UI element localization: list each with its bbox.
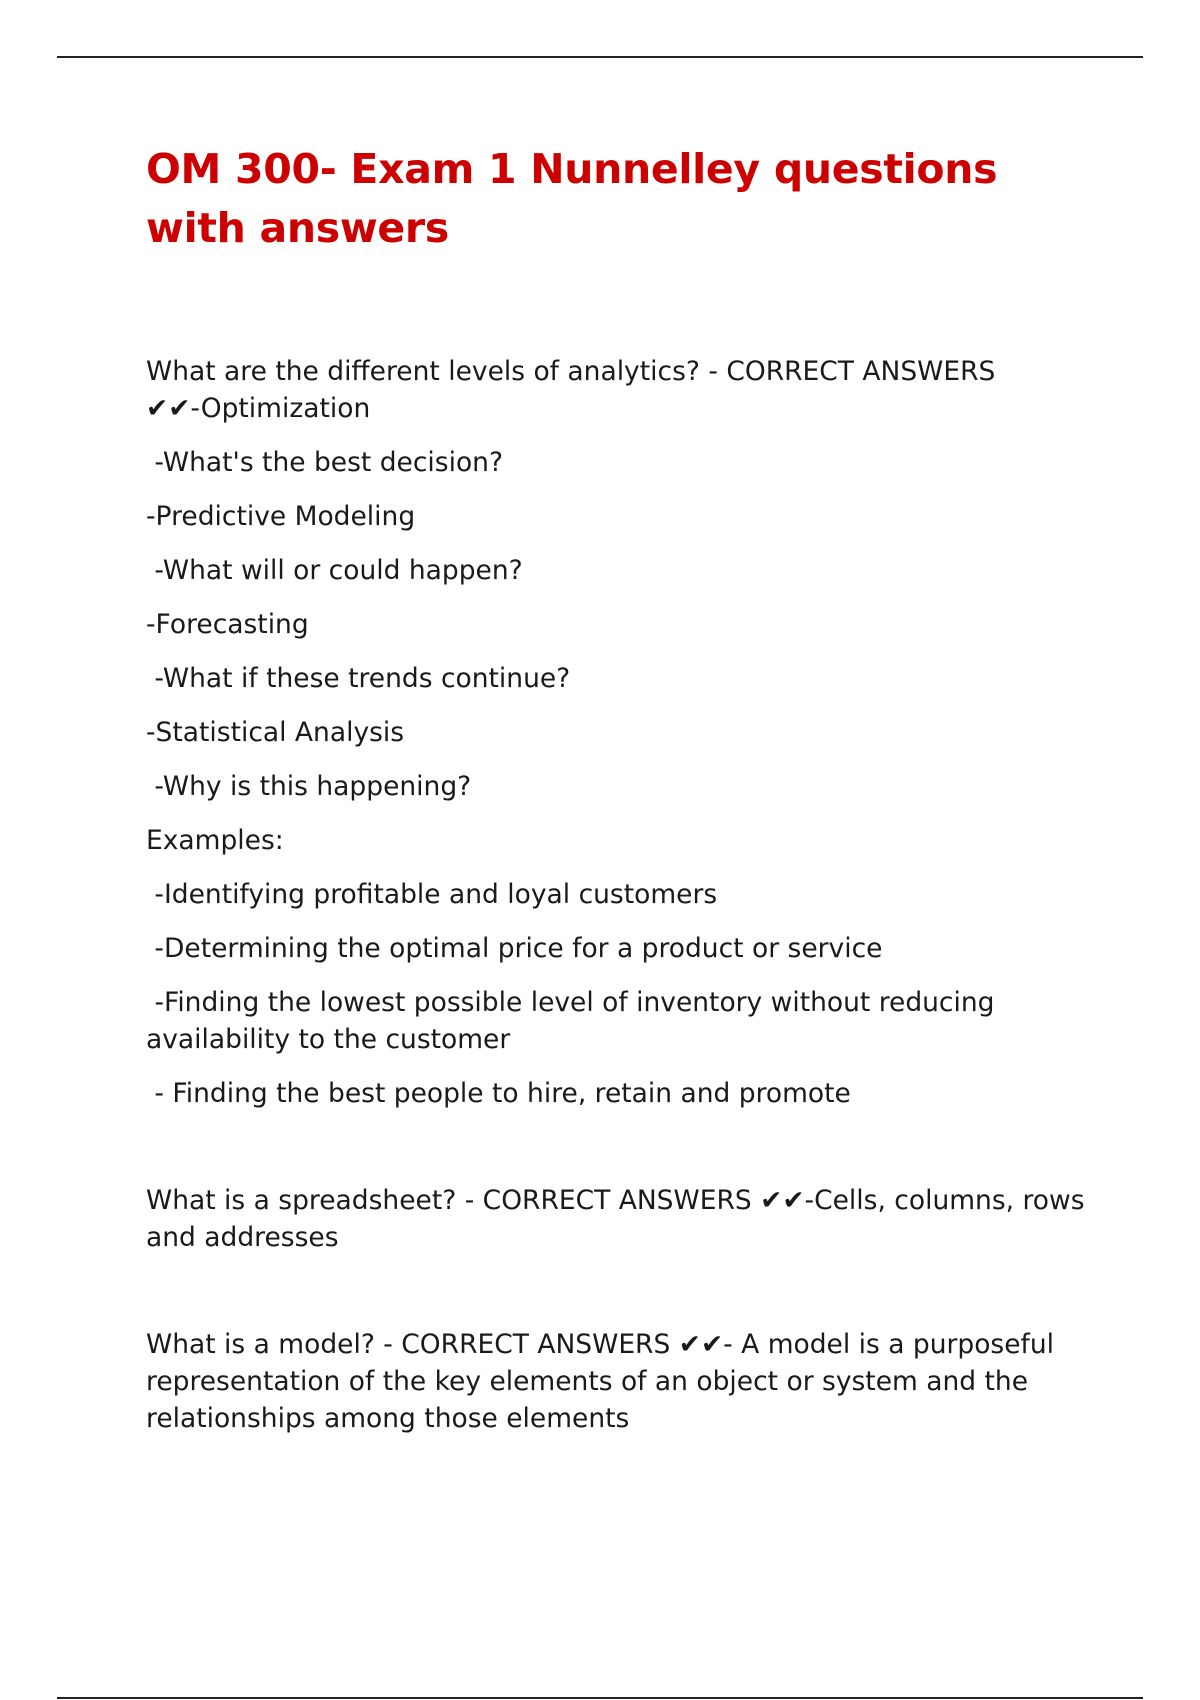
title-line-1: OM 300- Exam 1 Nunnelley questions (146, 145, 998, 193)
answer-line: -What's the best decision? (146, 447, 504, 478)
question-2-text: What is a spreadsheet? - CORRECT ANSWERS (146, 1185, 752, 1216)
answer-1-first: -Optimization (190, 393, 371, 424)
answer-line: -What will or could happen? (146, 555, 523, 586)
question-3 (146, 1326, 1096, 1437)
answer-line: -Predictive Modeling (146, 501, 416, 532)
question-3-text: What is a model? - CORRECT ANSWERS (146, 1329, 671, 1360)
check-icon: ✔✔ (760, 1185, 805, 1216)
answer-line: -Forecasting (146, 609, 309, 640)
answer-line: -What if these trends continue? (146, 663, 571, 694)
check-icon: ✔✔ (678, 1329, 724, 1360)
answer-2-text: -Cells, columns, rows and addresses (146, 1185, 1085, 1253)
qa-item-3 (146, 1326, 1096, 1437)
top-rule (57, 56, 1143, 58)
bottom-rule (57, 1697, 1143, 1699)
answer-line: -Finding the lowest possible level of inventory without reducing availability to the customer (146, 987, 1003, 1055)
answer-3-text: - A model is a purposeful representation of the key elements of an object or system and the relationships among those elements (146, 1329, 1055, 1434)
title-line-2: with answers (146, 204, 449, 252)
document-title (146, 140, 1096, 258)
answer-line: -Statistical Analysis (146, 717, 405, 748)
question-1 (146, 353, 1096, 427)
answer-line: Examples: (146, 825, 284, 856)
document-body (146, 140, 1096, 1437)
qa-item-2 (146, 1182, 1096, 1256)
question-2 (146, 1182, 1096, 1256)
answer-line: - Finding the best people to hire, retain and promote (146, 1078, 851, 1109)
answer-line: -Why is this happening? (146, 771, 472, 802)
answer-line: -Determining the optimal price for a product or service (146, 933, 883, 964)
check-icon: ✔✔ (146, 393, 191, 424)
qa-item-1 (146, 353, 1096, 1112)
question-1-text: What are the different levels of analytics? - CORRECT ANSWERS (146, 356, 996, 387)
answer-line: -Identifying profitable and loyal customers (146, 879, 718, 910)
